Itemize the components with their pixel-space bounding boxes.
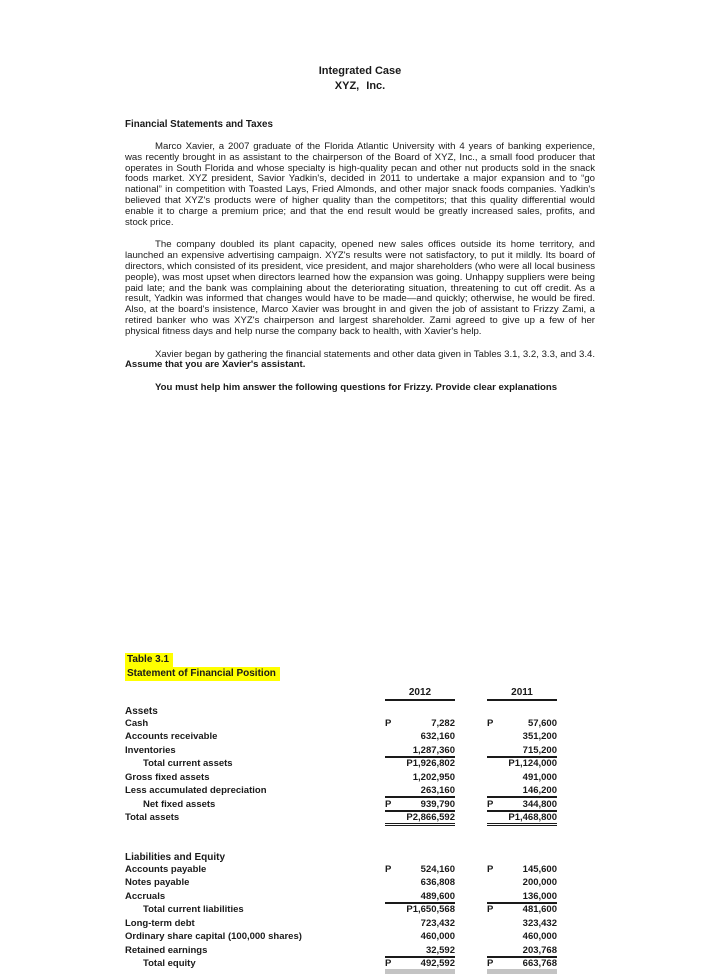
table-row bbox=[125, 919, 557, 931]
value-2011: P1,468,800 bbox=[487, 813, 557, 826]
row-label: Accruals bbox=[125, 890, 166, 902]
value-2012 bbox=[385, 800, 455, 812]
value-2012: 632,160 bbox=[420, 731, 455, 742]
currency-symbol: P bbox=[385, 798, 392, 810]
paragraph-text: Marco Xavier, a 2007 graduate of the Florida Atlantic University with 4 years of banking experience, was recently brought in as assistant to the chairperson of the Board of XYZ, Inc., a small food producer that operates in South Florida and whose specialty is high-quality pecan and other nut products sold in the snack foods market. XYZ president, Savior Yadkin's, decided in 2011 to undertake a major expansion and to “go national” in competition with Toasted Lays, Fried Almonds, and other major snack foods companies. Yadkin's believed that XYZ's products were of higher quality than the competitors; that this quality differential would enable it to charge a premium price; and that the end result would be greatly increased sales, profits, and stock price. bbox=[125, 141, 595, 228]
value-2011: 203,768 bbox=[487, 946, 557, 958]
table-section-header: Liabilities and Equity bbox=[125, 852, 226, 863]
value-2011 bbox=[487, 865, 557, 877]
value-2011: 136,000 bbox=[487, 892, 557, 904]
currency-symbol: P bbox=[487, 958, 494, 969]
value-2012: 636,808 bbox=[420, 877, 455, 888]
amount: 344,800 bbox=[522, 798, 557, 810]
value-2012: 1,202,950 bbox=[412, 771, 455, 783]
row-label: Accounts payable bbox=[125, 863, 207, 875]
currency-symbol: P bbox=[385, 717, 392, 729]
paragraph bbox=[125, 350, 595, 372]
value-2011: 460,000 bbox=[522, 931, 557, 942]
row-label: Ordinary share capital (100,000 shares) bbox=[125, 931, 302, 942]
amount: 939,790 bbox=[420, 798, 455, 810]
row-label: Net fixed assets bbox=[143, 798, 216, 810]
table-row bbox=[125, 786, 557, 798]
value-2011: P1,124,000 bbox=[508, 758, 557, 769]
value-2011 bbox=[487, 959, 557, 974]
doc-title-line2: XYZ, Inc. bbox=[334, 80, 386, 92]
row-label: Total assets bbox=[125, 812, 180, 823]
table-row bbox=[125, 746, 557, 758]
currency-symbol: P bbox=[487, 904, 494, 915]
table-row bbox=[125, 719, 557, 731]
table-row bbox=[125, 865, 557, 877]
row-label: Less accumulated depreciation bbox=[125, 785, 267, 796]
row-label: Accounts receivable bbox=[125, 731, 218, 742]
value-2012 bbox=[385, 865, 455, 877]
value-2011 bbox=[487, 905, 557, 917]
paragraph-text: The company doubled its plant capacity, opened new sales offices outside its home territory, and launched an expensive advertising campaign. XYZ's results were not satisfactory, to put it mildly. Its board of directors, which consisted of its president, vice president, and major shareholders (who were all local business people), was most upset when directors learned how the expansion was going. Unhappy suppliers were being paid late; and the bank was complaining about the deteriorating situation, threatening to cut off credit. As a result, Yadkin was informed that changes would have to be made—and quickly; otherwise, he would be fired. Also, at the board's insistence, Marco Xavier was brought in and given the job of assistant to Frizzy Zami, a retired banker who was XYZ's chairperson and largest shareholder. Zami agreed to give up a few of her physical fitness days and help nurse the company back to health, with Xavier's help. bbox=[125, 239, 595, 337]
amount: 492,592 bbox=[420, 958, 455, 969]
document-content bbox=[125, 0, 595, 394]
value-2012 bbox=[385, 959, 455, 974]
paragraph-bold-text: You must help him answer the following questions for Frizzy. Provide clear explanations bbox=[155, 382, 558, 394]
value-2012: 460,000 bbox=[420, 931, 455, 942]
value-2011: 351,200 bbox=[522, 731, 557, 742]
value-2012: P1,650,568 bbox=[406, 904, 455, 915]
col-header-2011: 2011 bbox=[487, 687, 557, 701]
table-section-header: Assets bbox=[125, 706, 158, 717]
row-label: Notes payable bbox=[125, 877, 190, 888]
currency-symbol: P bbox=[487, 798, 494, 810]
table-row bbox=[125, 946, 557, 958]
amount: 481,600 bbox=[522, 904, 557, 915]
doc-title-line1: Integrated Case bbox=[318, 65, 402, 77]
amount: 145,600 bbox=[522, 863, 557, 875]
currency-symbol: P bbox=[385, 958, 392, 969]
amount: 524,160 bbox=[420, 863, 455, 875]
row-label: Long-term debt bbox=[125, 917, 195, 929]
table-row bbox=[125, 773, 557, 785]
table-title: Statement of Financial Position bbox=[125, 667, 280, 681]
value-2011: 491,000 bbox=[522, 771, 557, 783]
value-2012: 723,432 bbox=[420, 917, 455, 929]
amount: 57,600 bbox=[527, 717, 557, 729]
amount: 663,768 bbox=[522, 958, 557, 969]
row-label: Total equity bbox=[143, 958, 196, 969]
row-label: Total current liabilities bbox=[143, 904, 244, 915]
paragraph bbox=[125, 240, 595, 337]
row-label: Cash bbox=[125, 717, 149, 729]
value-2011: 146,200 bbox=[487, 786, 557, 798]
paragraph-text: Xavier began by gathering the financial statements and other data given in Tables 3.1, 3.2, 3.3, and 3.4. bbox=[155, 348, 595, 360]
table-row bbox=[125, 759, 557, 771]
row-label: Total current assets bbox=[143, 758, 233, 769]
doc-title bbox=[125, 64, 595, 94]
paragraph bbox=[125, 383, 595, 394]
table-row bbox=[125, 905, 557, 917]
value-2011 bbox=[487, 719, 557, 731]
paragraph bbox=[125, 142, 595, 228]
section-heading: Financial Statements and Taxes bbox=[125, 119, 273, 130]
year-header-spacer bbox=[125, 687, 385, 701]
table-row bbox=[125, 878, 557, 890]
table-label: Table 3.1 bbox=[125, 653, 173, 667]
value-2012: P2,866,592 bbox=[385, 813, 455, 826]
value-2011 bbox=[487, 800, 557, 812]
table-row bbox=[125, 813, 557, 826]
currency-symbol: P bbox=[385, 863, 392, 875]
table-row bbox=[125, 892, 557, 904]
value-2012: P1,926,802 bbox=[406, 758, 455, 769]
row-label: Gross fixed assets bbox=[125, 771, 210, 783]
value-2012: 263,160 bbox=[385, 786, 455, 798]
table-row bbox=[125, 932, 557, 944]
table-row bbox=[125, 959, 557, 974]
row-label: Retained earnings bbox=[125, 944, 208, 956]
value-2011: 200,000 bbox=[522, 877, 557, 888]
table-row bbox=[125, 732, 557, 744]
row-label: Inventories bbox=[125, 744, 176, 756]
value-2012: 1,287,360 bbox=[385, 746, 455, 758]
table-row bbox=[125, 800, 557, 812]
col-header-2012: 2012 bbox=[385, 687, 455, 701]
paragraphs bbox=[125, 142, 595, 394]
value-2011: 323,432 bbox=[522, 917, 557, 929]
value-2012: 489,600 bbox=[385, 892, 455, 904]
value-2012: 32,592 bbox=[385, 946, 455, 958]
value-2012 bbox=[385, 719, 455, 731]
paragraph-bold-text: Assume that you are Xavier's assistant. bbox=[125, 359, 306, 371]
table-year-header bbox=[125, 687, 557, 701]
table-body bbox=[125, 706, 557, 974]
currency-symbol: P bbox=[487, 863, 494, 875]
value-2011: 715,200 bbox=[487, 746, 557, 758]
financial-position-table bbox=[125, 653, 557, 974]
currency-symbol: P bbox=[487, 717, 494, 729]
amount: 7,282 bbox=[431, 717, 455, 729]
